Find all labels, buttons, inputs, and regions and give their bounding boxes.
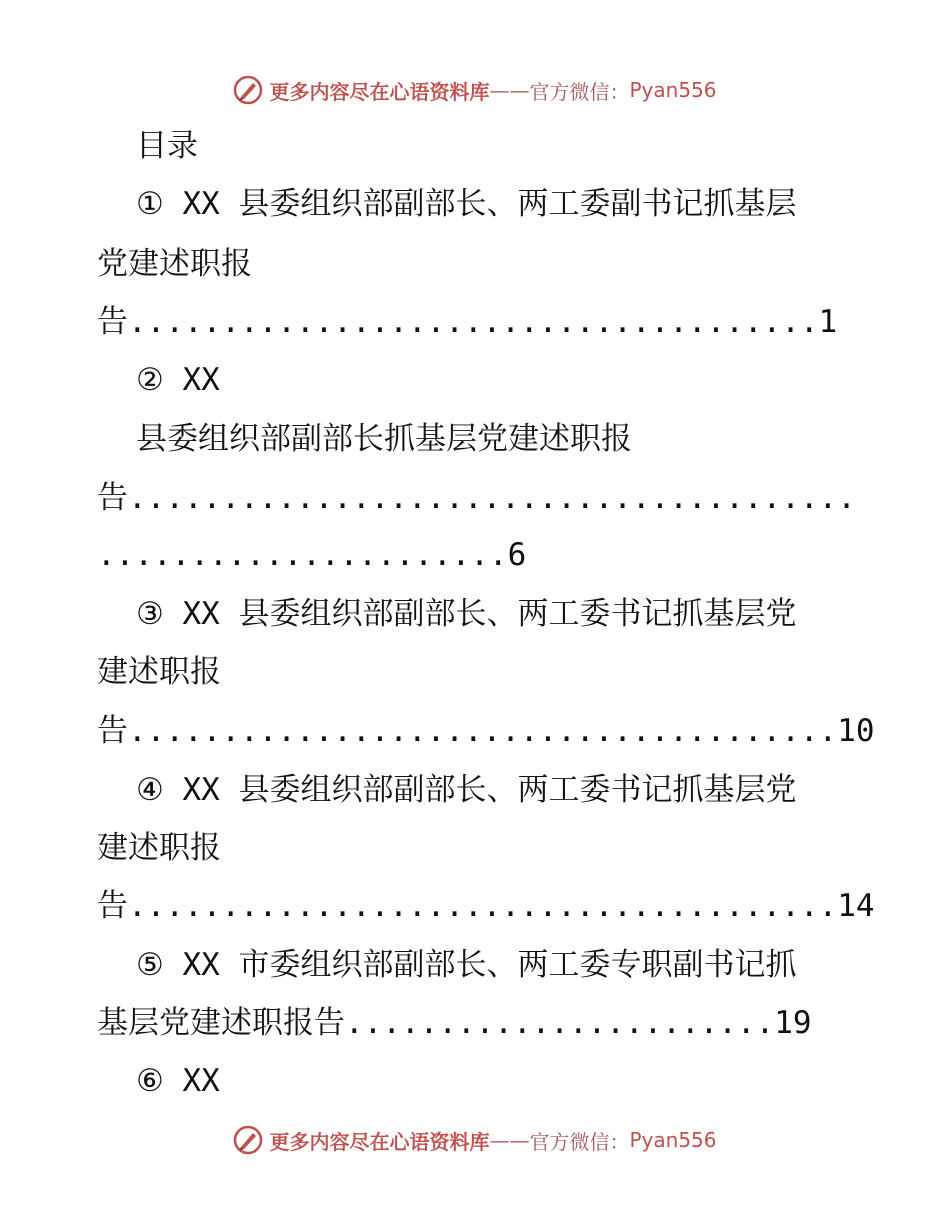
toc-line: 基层党建述职报告.......................19 (97, 1005, 812, 1041)
footer-banner (0, 1122, 950, 1158)
toc-line: 告....................................... (97, 480, 856, 516)
banner-handle: Pyan556 (629, 78, 717, 102)
toc-line: 建述职报 (97, 654, 221, 690)
toc-line: ⑥ XX (136, 1063, 220, 1099)
toc-line: 告......................................10 (97, 713, 875, 749)
pen-logo-icon (233, 1125, 263, 1155)
toc-line: 建述职报 (97, 830, 221, 866)
banner-dash: —— (489, 78, 530, 102)
toc-title: 目录 (136, 128, 198, 164)
toc-line: ① XX 县委组织部副部长、两工委副书记抓基层 (136, 186, 797, 222)
toc-line: ④ XX 县委组织部副部长、两工委书记抓基层党 (136, 772, 797, 808)
toc-line: ......................6 (97, 537, 527, 573)
toc-line: ② XX (136, 362, 220, 398)
toc-line: 告......................................14 (97, 888, 875, 924)
banner-official: 官方微信： (529, 79, 630, 104)
toc-line: ⑤ XX 市委组织部副部长、两工委专职副书记抓 (136, 947, 797, 983)
pen-logo-icon (233, 75, 263, 105)
toc-line: 县委组织部副部长抓基层党建述职报 (136, 421, 632, 457)
header-banner (0, 72, 950, 108)
toc-line: 党建述职报 (97, 246, 252, 282)
banner-handle: Pyan556 (629, 1128, 717, 1152)
banner-official: 官方微信： (529, 1129, 630, 1154)
banner-dash: —— (489, 1128, 530, 1152)
toc-line: 告.....................................1 (97, 304, 838, 340)
banner-brand: 更多内容尽在心语资料库 (269, 79, 490, 104)
banner-brand: 更多内容尽在心语资料库 (269, 1129, 490, 1154)
toc-line: ③ XX 县委组织部副部长、两工委书记抓基层党 (136, 596, 797, 632)
